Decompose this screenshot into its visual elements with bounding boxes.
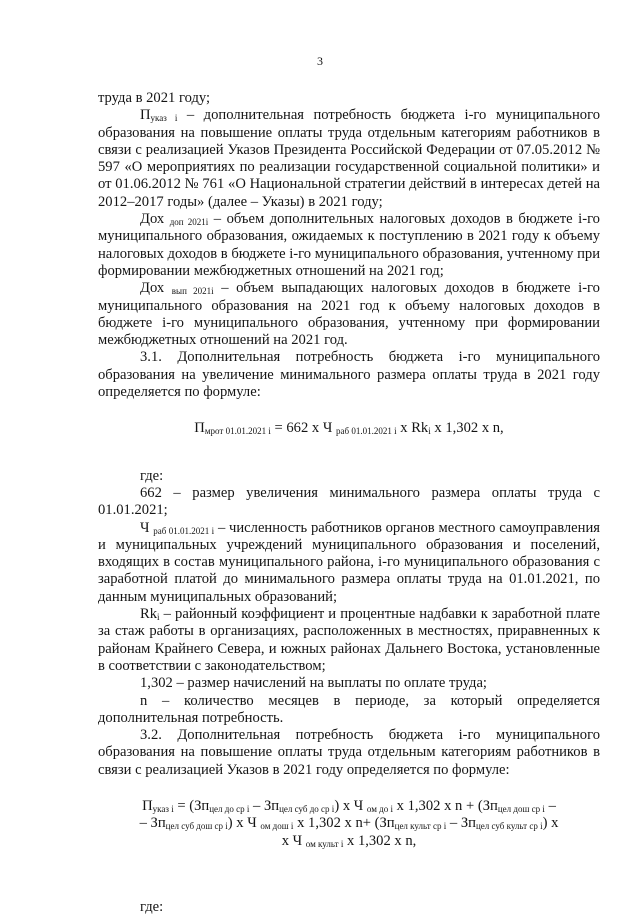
paragraph-3-2 — [98, 727, 600, 779]
symbol-dokh-dop: Дох — [140, 211, 165, 228]
paragraph-dokh-vyp — [98, 280, 600, 349]
formula-ukaz-subscript: ом культ i — [305, 838, 344, 849]
formula-ukaz-subscript: ом дош i — [260, 821, 294, 832]
where-label-1: где: — [140, 467, 164, 484]
symbol-rk: Rk — [140, 606, 158, 623]
page-number: 3 — [317, 54, 323, 68]
formula-ukaz-part: ) x — [542, 815, 559, 832]
definition-1302 — [98, 675, 600, 692]
formula-mrot-subscript: раб 01.01.2021 i — [336, 426, 397, 437]
formula-mrot-part: x 1,302 x n, — [430, 420, 504, 437]
formula-ukaz-part: П — [142, 797, 153, 814]
formula-ukaz-part: – Зп — [139, 815, 166, 832]
definition-n-text: n – количество месяцев в периоде, за который определяется дополнительная потребность. — [98, 692, 600, 726]
definition-662 — [98, 485, 600, 520]
document-body — [98, 90, 600, 916]
definition-ch-rab — [98, 520, 600, 606]
formula-ukaz-line-1 — [98, 798, 600, 815]
formula-ukaz-part: x Ч — [281, 832, 306, 849]
symbol-ch-rab: Ч — [140, 519, 150, 536]
formula-ukaz-part: ) x Ч — [227, 815, 261, 832]
formula-ukaz-part: – Зп — [446, 815, 476, 832]
paragraph-3-1-text: 3.1. Дополнительная потребность бюджета i-го муниципального образования на увеличение минимального размера оплаты труда в 2021 году определяется по формуле: — [98, 349, 600, 401]
definition-rk — [98, 606, 600, 675]
symbol-rk-subscript: i — [157, 612, 160, 623]
formula-ukaz-subscript: цел до ср i — [209, 803, 250, 814]
formula-mrot-part: П — [194, 420, 205, 437]
formula-ukaz-subscript: ом до i — [366, 803, 394, 814]
formula-mrot-part: x Rk — [396, 420, 429, 437]
formula-mrot-part: = 662 x Ч — [270, 420, 337, 437]
symbol-p-ukaz: П — [140, 107, 151, 124]
where-label-2: где: — [140, 898, 164, 915]
formula-ukaz-subscript: цел дош ср i — [497, 803, 545, 814]
definition-ch-rab-text: – численность работников органов местного самоуправления и муниципальных учреждений муниципального образования и поселений, входящих в состав муниципального района, i-го муниципального образования с заработной платой до минимального размера оплаты труда на 01.01.2021, по данным муниципальных образований; — [98, 519, 600, 605]
symbol-p-ukaz-subscript: указ i — [150, 113, 178, 124]
paragraph-dokh-vyp-text: – объем выпадающих налоговых доходов в бюджете i-го муниципального образования на 2021 год к объему налоговых доходов в бюджете i-го муниципального образования, учтенному при формировании межбюджетных отношений на 2021 год. — [98, 280, 600, 349]
paragraph-p-ukaz-text: – дополнительная потребность бюджета i-го муниципального образования на повышение оплаты труда отдельным категориям работников в связи с реализацией Указов Президента Российской Федерации от 07.05.2012 № 597 «О мероприятиях по реализации государственной социальной политики» и от 01.06.2012 № 761 «О Национальной стратегии действий в интересах детей на 2012–2017 годы» (далее – Указы) в 2021 году; — [98, 107, 600, 210]
paragraph-intro — [98, 90, 600, 107]
formula-ukaz-part: – — [544, 797, 556, 814]
symbol-dokh-vyp: Дох — [140, 280, 165, 297]
formula-ukaz-part: = (Зп — [173, 797, 210, 814]
formula-ukaz-line-2 — [98, 815, 600, 832]
formula-ukaz-subscript: цел суб до ср i — [279, 803, 335, 814]
formula-ukaz-part: x 1,302 x n, — [343, 832, 417, 849]
formula-ukaz-subscript: указ i — [152, 803, 174, 814]
formula-ukaz-subscript: цел суб дош ср i — [165, 821, 228, 832]
formula-ukaz-part: x 1,302 x n+ (Зп — [293, 815, 395, 832]
definition-n — [98, 693, 600, 728]
symbol-dokh-vyp-subscript: вып 2021i — [171, 286, 214, 297]
symbol-ch-rab-subscript: раб 01.01.2021 i — [153, 525, 215, 536]
formula-ukaz-part: ) x Ч — [334, 797, 367, 814]
formula-ukaz-part: – Зп — [249, 797, 280, 814]
formula-mrot — [98, 420, 600, 437]
paragraph-3-1 — [98, 349, 600, 401]
formula-ukaz-part: x 1,302 x n + (Зп — [393, 797, 498, 814]
paragraph-dokh-dop — [98, 211, 600, 280]
formula-ukaz-line-3 — [98, 833, 600, 850]
paragraph-3-2-text: 3.2. Дополнительная потребность бюджета i-го муниципального образования на повышение оплаты труда отдельным категориям работников в связи с реализацией Указов в 2021 году определяется по формуле: — [98, 727, 600, 778]
definition-rk-text: – районный коэффициент и процентные надбавки к заработной плате за стаж работы в организациях, расположенных в местностях, приравненных к районам Крайнего Севера, и южных районах Дальнего Востока, установленные в соответствии с законодательством; — [98, 606, 600, 674]
formula-mrot-subscript: мрот 01.01.2021 i — [204, 426, 271, 437]
symbol-dokh-dop-subscript: доп 2021i — [169, 217, 209, 228]
definition-1302-text: 1,302 – размер начислений на выплаты по оплате труда; — [140, 675, 487, 692]
formula-ukaz-subscript: цел суб культ ср i — [475, 821, 543, 832]
formula-mrot-subscript: i — [428, 426, 431, 437]
paragraph-p-ukaz — [98, 107, 600, 211]
paragraph-intro-text: труда в 2021 году; — [98, 90, 211, 106]
definition-662-text: 662 – размер увеличения минимального размера оплаты труда с 01.01.2021; — [98, 484, 600, 519]
formula-ukaz-subscript: цел культ ср i — [394, 821, 447, 832]
paragraph-dokh-dop-text: – объем дополнительных налоговых доходов в бюджете i-го муниципального образования, ожидаемых к поступлению в 2021 году к объему налоговых доходов в бюджете i-го муниципального образования, учтенному при формировании межбюджетных отношений на 2021 год; — [98, 211, 601, 279]
